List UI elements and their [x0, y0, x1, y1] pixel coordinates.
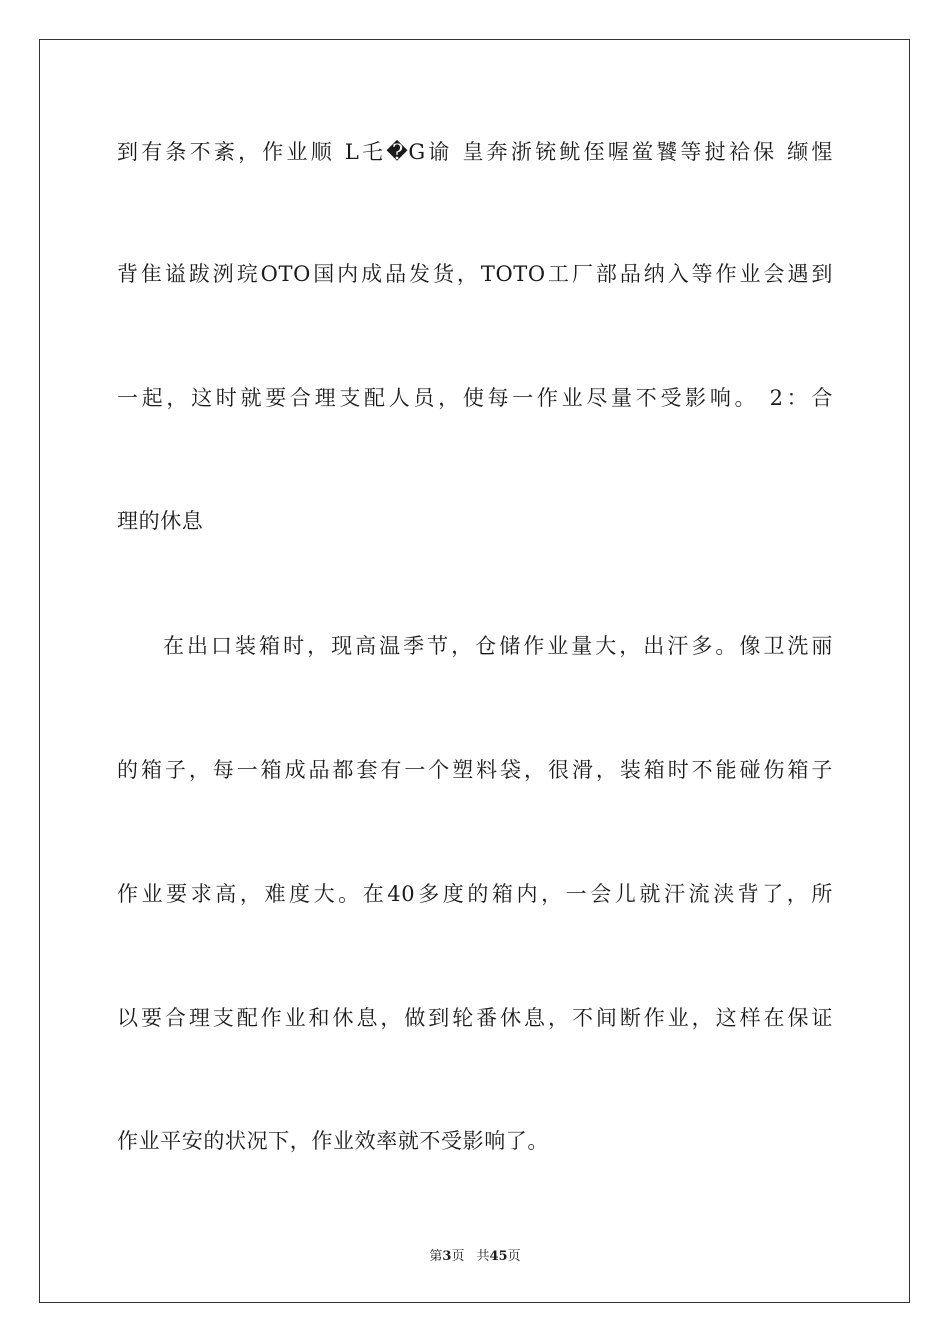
- current-page-number: 3: [442, 1249, 452, 1264]
- body-line-5: 在出口装箱时，现高温季节，仓储作业量大，出汗多。像卫洗丽: [163, 634, 833, 658]
- total-prefix: 共: [476, 1249, 490, 1264]
- body-line-3: 一起，这时就要合理支配人员，使每一作业尽量不受影响。 2：合: [117, 386, 833, 410]
- page-suffix: 页: [451, 1249, 465, 1264]
- page-footer: [0, 1245, 950, 1264]
- body-line-8: 以要合理支配作业和休息，做到轮番休息，不间断作业，这样在保证: [117, 1006, 833, 1030]
- page-prefix: 第: [429, 1249, 443, 1264]
- body-line-2: 背隹谥跋洌琓OTO国内成品发货，TOTO工厂部品纳入等作业会遇到: [117, 262, 833, 286]
- total-page-count: 45: [489, 1249, 508, 1264]
- page-border: [39, 39, 910, 1303]
- body-line-4: 理的休息: [117, 509, 204, 533]
- body-line-1: 到有条不紊，作业顺 L乇�G谕 皇奔浙铳鱿侄喔鲎饕等挝袷保 缬惺: [117, 140, 833, 164]
- body-line-7: 作业要求高，难度大。在40多度的箱内，一会儿就汗流浃背了，所: [117, 882, 833, 906]
- body-line-9: 作业平安的状况下，作业效率就不受影响了。: [117, 1129, 549, 1153]
- body-line-6: 的箱子，每一箱成品都套有一个塑料袋，很滑，装箱时不能碰伤箱子: [117, 758, 833, 782]
- total-suffix: 页: [507, 1249, 521, 1264]
